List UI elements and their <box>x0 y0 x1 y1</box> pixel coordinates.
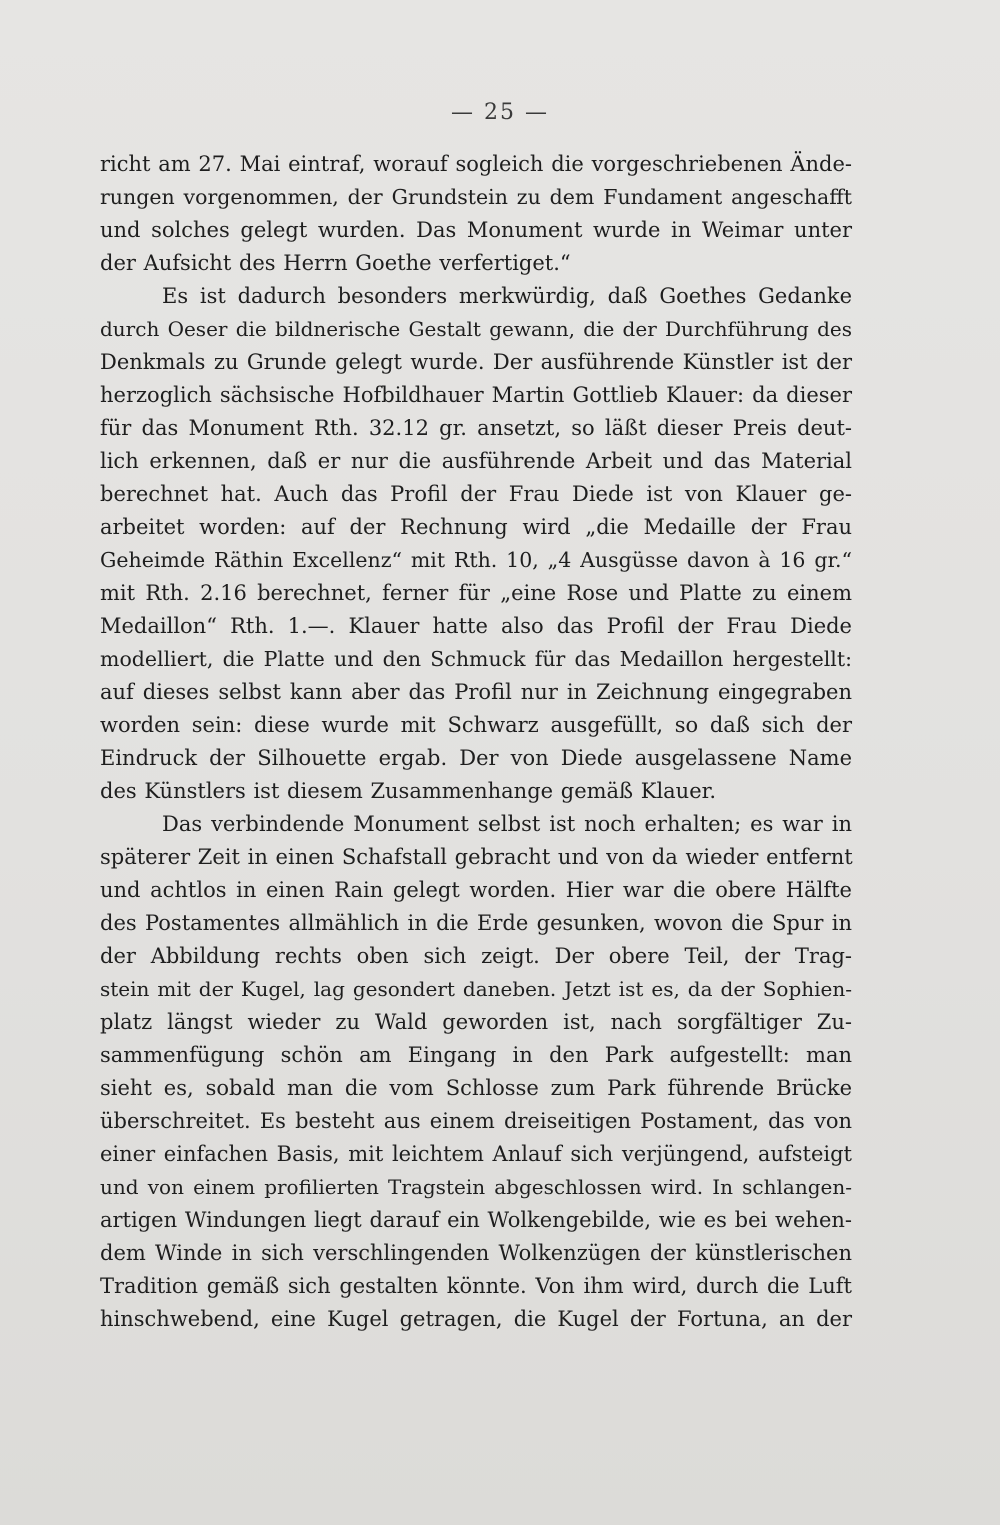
text-line: Denkmals zu Grunde gelegt wurde. Der ausführende Künstler ist der <box>100 350 852 374</box>
text-line: einer einfachen Basis, mit leichtem Anlauf sich verjüngend, aufsteigt <box>100 1142 852 1166</box>
paragraph-first-line: Das verbindende Monument selbst ist noch erhalten; es war in <box>162 812 852 836</box>
text-line: des Postamentes allmählich in die Erde gesunken, wovon die Spur in <box>100 911 852 935</box>
text-line: durch Oeser die bildnerische Gestalt gewann, die der Durchführung des <box>100 317 852 341</box>
text-line: berechnet hat. Auch das Profil der Frau Diede ist von Klauer ge- <box>100 482 852 506</box>
text-line: arbeitet worden: auf der Rechnung wird „die Medaille der Frau <box>100 515 852 539</box>
text-line: hinschwebend, eine Kugel getragen, die Kugel der Fortuna, an der <box>100 1307 852 1331</box>
text-line: sieht es, sobald man die vom Schlosse zum Park führende Brücke <box>100 1076 852 1100</box>
page-number: — 25 — <box>451 100 549 125</box>
text-line: stein mit der Kugel, lag gesondert daneben. Jetzt ist es, da der Sophien- <box>100 977 852 1001</box>
text-line: artigen Windungen liegt darauf ein Wolkengebilde, wie es bei wehen- <box>100 1208 852 1232</box>
text-line: platz längst wieder zu Wald geworden ist, nach sorgfältiger Zu- <box>100 1010 852 1034</box>
text-line: Medaillon“ Rth. 1.—. Klauer hatte also das Profil der Frau Diede <box>100 614 852 638</box>
text-line: und von einem profilierten Tragstein abgeschlossen wird. In schlangen- <box>100 1175 852 1199</box>
text-line: Eindruck der Silhouette ergab. Der von Diede ausgelassene Name <box>100 746 852 770</box>
text-line: richt am 27. Mai eintraf, worauf sogleich die vorgeschriebenen Ände- <box>100 152 852 176</box>
text-line: worden sein: diese wurde mit Schwarz ausgefüllt, so daß sich der <box>100 713 852 737</box>
text-line: und solches gelegt wurden. Das Monument wurde in Weimar unter <box>100 218 852 242</box>
text-line: späterer Zeit in einen Schafstall gebracht und von da wieder entfernt <box>100 845 853 869</box>
text-line: rungen vorgenommen, der Grundstein zu dem Fundament angeschafft <box>100 185 852 209</box>
text-line: der Aufsicht des Herrn Goethe verfertiget.“ <box>100 251 571 275</box>
text-line: Tradition gemäß sich gestalten könnte. Von ihm wird, durch die Luft <box>100 1274 852 1298</box>
text-line: herzoglich sächsische Hofbildhauer Martin Gottlieb Klauer: da dieser <box>100 383 852 407</box>
text-line: und achtlos in einen Rain gelegt worden. Hier war die obere Hälfte <box>100 878 852 902</box>
text-line: überschreitet. Es besteht aus einem dreiseitigen Postament, das von <box>100 1109 852 1133</box>
text-line: auf dieses selbst kann aber das Profil nur in Zeichnung eingegraben <box>100 680 852 704</box>
text-line: der Abbildung rechts oben sich zeigt. Der obere Teil, der Trag- <box>100 944 852 968</box>
text-line: des Künstlers ist diesem Zusammenhange gemäß Klauer. <box>100 779 717 803</box>
text-line: sammenfügung schön am Eingang in den Park aufgestellt: man <box>100 1043 852 1067</box>
text-line: Geheimde Räthin Excellenz“ mit Rth. 10, „4 Ausgüsse davon à 16 gr.“ <box>100 548 852 572</box>
body-text <box>100 148 852 1336</box>
text-line: für das Monument Rth. 32.12 gr. ansetzt, so läßt dieser Preis deut- <box>100 416 852 440</box>
text-line: modelliert, die Platte und den Schmuck für das Medaillon hergestellt: <box>100 647 852 671</box>
paragraph-first-line: Es ist dadurch besonders merkwürdig, daß Goethes Gedanke <box>162 284 852 308</box>
text-line: dem Winde in sich verschlingenden Wolkenzügen der künstlerischen <box>100 1241 852 1265</box>
text-line: lich erkennen, daß er nur die ausführende Arbeit und das Material <box>100 449 852 473</box>
text-line: mit Rth. 2.16 berechnet, ferner für „eine Rose und Platte zu einem <box>100 581 852 605</box>
